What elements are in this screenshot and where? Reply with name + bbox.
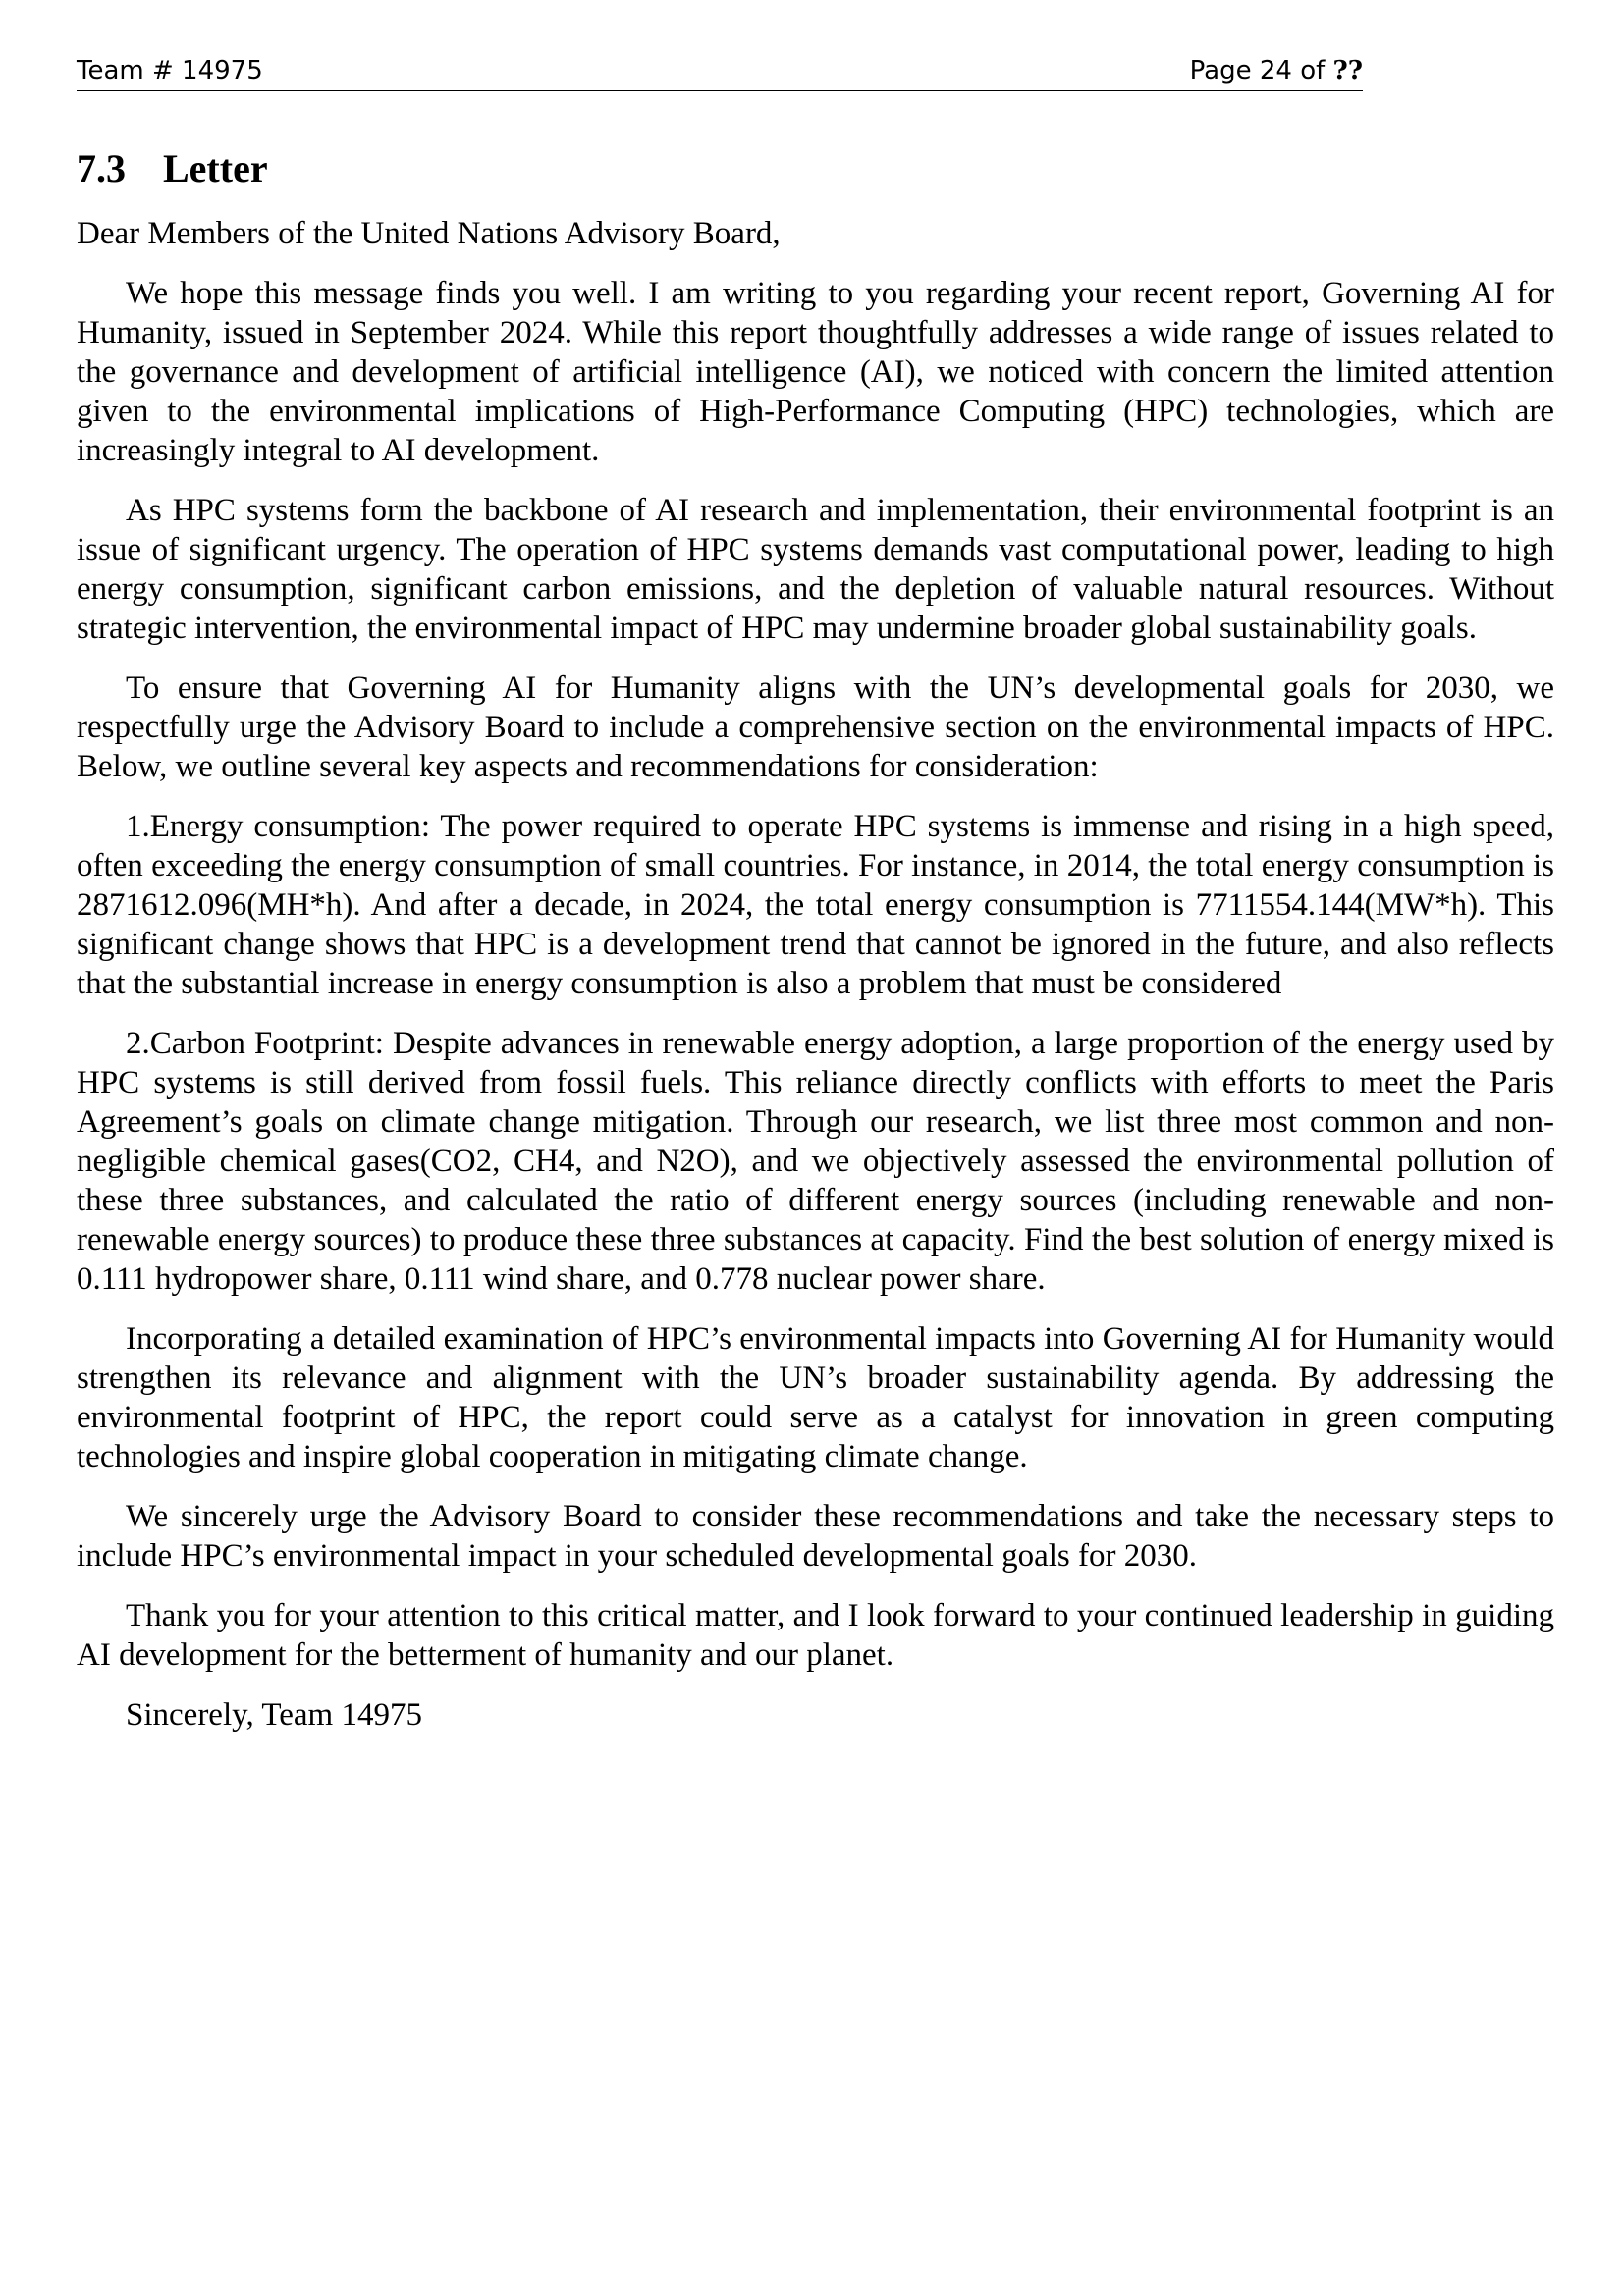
letter-paragraph-carbon: 2.Carbon Footprint: Despite advances in renewable energy adoption, a large proportion of the energy used by HPC systems is still derived from fossil fuels. This reliance directly conflicts with efforts to meet the Paris Agreement’s goals on climate change mitigation. Through our research, we list three most common and non-negligible chemical gases(CO2, CH4, and N2O), and we objectively assessed the environmental pollution of these three substances, and calculated the ratio of different energy sources (including renewable and non-renewable energy sources) to produce these three substances at capacity. Find the best solution of energy mixed is 0.111 hydropower share, 0.111 wind share, and 0.778 nuclear power share. (77, 1026, 1554, 1297)
section-title: Letter (163, 146, 268, 190)
letter-salutation: Dear Members of the United Nations Advisory Board, (77, 216, 781, 251)
page-number-prefix: Page 24 of (1189, 56, 1333, 85)
page-header (77, 51, 1363, 91)
letter-paragraph-energy: 1.Energy consumption: The power required to operate HPC systems is immense and rising in a high speed, often exceeding the energy consumption of small countries. For instance, in 2014, the total energy consumption is 2871612.096(MH*h). And after a decade, in 2024, the total energy consumption is 7711554.144(MW*h). This significant change shows that HPC is a development trend that cannot be ignored in the future, and also reflects that the substantial increase in energy consumption is also a problem that must be considered (77, 809, 1554, 1001)
page-total: ?? (1332, 56, 1363, 85)
section-number: 7.3 (77, 146, 126, 190)
section-heading (77, 145, 1554, 192)
letter-paragraph-urgency: As HPC systems form the backbone of AI research and implementation, their environmental footprint is an issue of significant urgency. The operation of HPC systems demands vast computational power, leading to high energy consumption, significant carbon emissions, and the depletion of valuable natural resources. Without strategic intervention, the environmental impact of HPC may undermine broader global sustainability goals. (77, 493, 1554, 646)
letter-paragraph-thanks: Thank you for your attention to this critical matter, and I look forward to your continued leadership in guiding AI development for the betterment of humanity and our planet. (77, 1598, 1554, 1673)
letter-paragraph-incorporating: Incorporating a detailed examination of HPC’s environmental impacts into Governing AI for Humanity would strengthen its relevance and alignment with the UN’s broader sustainability agenda. By addressing the environmental footprint of HPC, the report could serve as a catalyst for innovation in green computing technologies and inspire global cooperation in mitigating climate change. (77, 1321, 1554, 1474)
page-number (1190, 53, 1363, 88)
letter-paragraph-urge: We sincerely urge the Advisory Board to consider these recommendations and take the necessary steps to include HPC’s environmental impact in your scheduled developmental goals for 2030. (77, 1499, 1554, 1574)
team-number: Team # 14975 (77, 56, 263, 85)
letter-paragraph-intro: We hope this message finds you well. I am writing to you regarding your recent report, Governing AI for Humanity, issued in September 2024. While this report thoughtfully addresses a wide range of issues related to the governance and development of artificial intelligence (AI), we noticed with concern the limited attention given to the environmental implications of High-Performance Computing (HPC) technologies, which are increasingly integral to AI development. (77, 276, 1554, 468)
letter-paragraph-request: To ensure that Governing AI for Humanity aligns with the UN’s developmental goals for 2030, we respectfully urge the Advisory Board to include a comprehensive section on the environmental impacts of HPC. Below, we outline several key aspects and recommendations for consideration: (77, 670, 1554, 784)
letter-closing: Sincerely, Team 14975 (126, 1697, 422, 1733)
letter-section (77, 145, 1554, 1735)
